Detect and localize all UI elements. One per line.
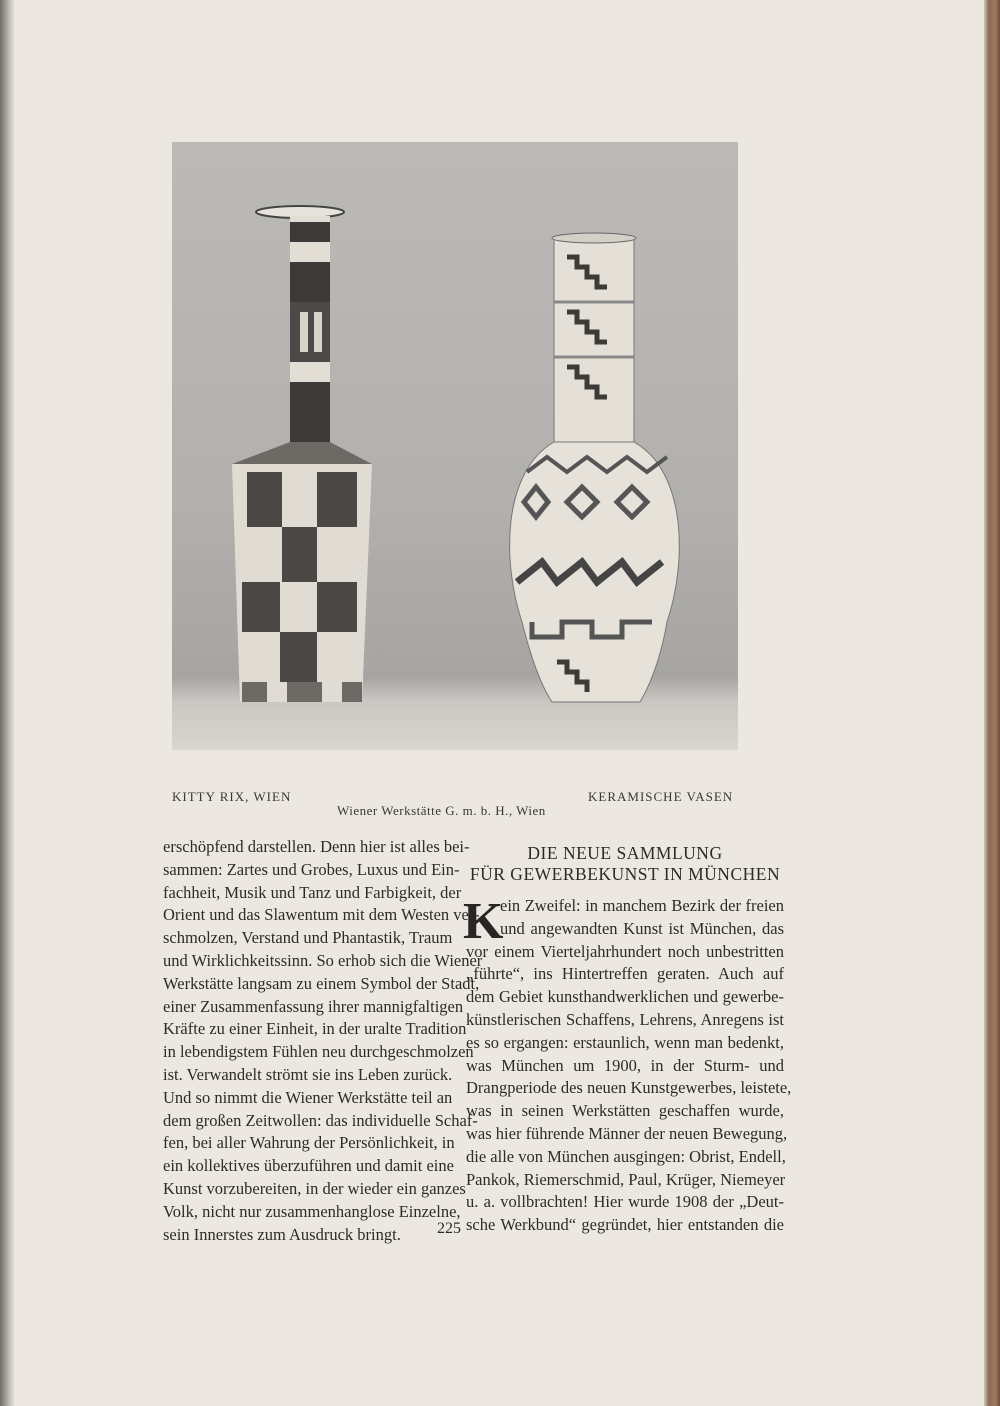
text-line: schmolzen, Verstand und Phantastik, Traum [163,928,453,948]
caption-artist: KITTY RIX, WIEN [172,789,292,804]
text-line: Werkstätte langsam zu einem Symbol der Stadt, [163,973,480,993]
text-line: erschöpfend darstellen. Denn hier ist alles bei- [163,837,470,856]
text-line: ein kollektives überzuführen und damit eine [163,1156,454,1176]
text-line: Pankok, Riemerschmid, Paul, Krüger, Niemeyer [466,1169,786,1189]
text-line: was München um 1900, in der Sturm- und [466,1055,784,1075]
right-text-column [466,895,792,1237]
article-heading-line1: DIE NEUE SAMMLUNG [527,843,723,863]
text-line: und Wirklichkeitssinn. So erhob sich die Wiener [163,950,483,970]
text-line: vor einem Vierteljahrhundert noch unbestritten [466,941,784,961]
text-line: u. a. vollbrachten! Hier wurde 1908 der „Deut- [466,1192,784,1212]
vases-illustration [172,142,738,750]
article-heading-line2: FÜR GEWERBEKUNST IN MÜNCHEN [469,864,781,884]
checkered-vase [232,206,372,702]
caption-title: KERAMISCHE VASEN [588,789,734,804]
text-line: dem großen Zeitwollen: das individuelle Schaf- [163,1110,478,1130]
text-line: und angewandten Kunst ist München, das [500,918,784,938]
drop-cap: K [463,893,504,950]
vases-photograph [172,142,738,750]
text-line: Orient und das Slawentum mit dem Westen ver- [163,905,480,925]
text-line: Und so nimmt die Wiener Werkstätte teil an [163,1087,453,1107]
text-line: dem Gebiet kunsthandwerklichen und gewerbe- [466,987,784,1007]
text-line: in lebendigstem Fühlen neu durchgeschmolzen [163,1042,474,1062]
text-line: Drangperiode des neuen Kunstgewerbes, leistete, [466,1078,792,1098]
text-line: fachheit, Musik und Tanz und Farbigkeit, der [163,882,462,902]
text-line: was in seinen Werkstätten geschaffen wurde, [466,1101,784,1121]
text-line: Kräfte zu einer Einheit, in der uralte Tradition [163,1019,467,1039]
text-line: sammen: Zartes und Grobes, Luxus und Ein- [163,859,460,879]
book-binding-edge [0,0,14,1406]
text-line: Kunst vorzubereiten, in der wieder ein ganzes [163,1178,466,1198]
caption-workshop: Wiener Werkstätte G. m. b. H., Wien [337,803,546,818]
text-line: fen, bei aller Wahrung der Persönlichkeit, in [163,1133,455,1153]
text-line: was hier führende Männer der neuen Bewegung, [466,1123,788,1143]
text-line: sche Werkbund“ gegründet, hier entstanden die [466,1215,784,1235]
text-line: „führte“, ins Hintertreffen geraten. Auch auf [466,964,784,984]
text-line: es so ergangen: erstaunlich, wenn man bedenkt, [466,1032,784,1052]
book-cover-edge [984,0,1000,1406]
zigzag-vase [510,233,680,702]
text-line: sein Innerstes zum Ausdruck bringt. [163,1224,401,1244]
page-number: 225 [437,1220,461,1237]
text-line: Volk, nicht nur zusammenhanglose Einzelne, [163,1201,461,1221]
text-line: ein Zweifel: in manchem Bezirk der freien [500,896,784,915]
text-line: ist. Verwandelt strömt sie ins Leben zurück. [163,1064,453,1084]
text-line: die alle von München ausgingen: Obrist, Endell, [466,1146,786,1166]
text-line: einer Zusammenfassung ihrer mannigfaltigen [163,996,464,1016]
text-line: künstlerischen Schaffens, Lehrens, Anregens ist [466,1009,784,1029]
